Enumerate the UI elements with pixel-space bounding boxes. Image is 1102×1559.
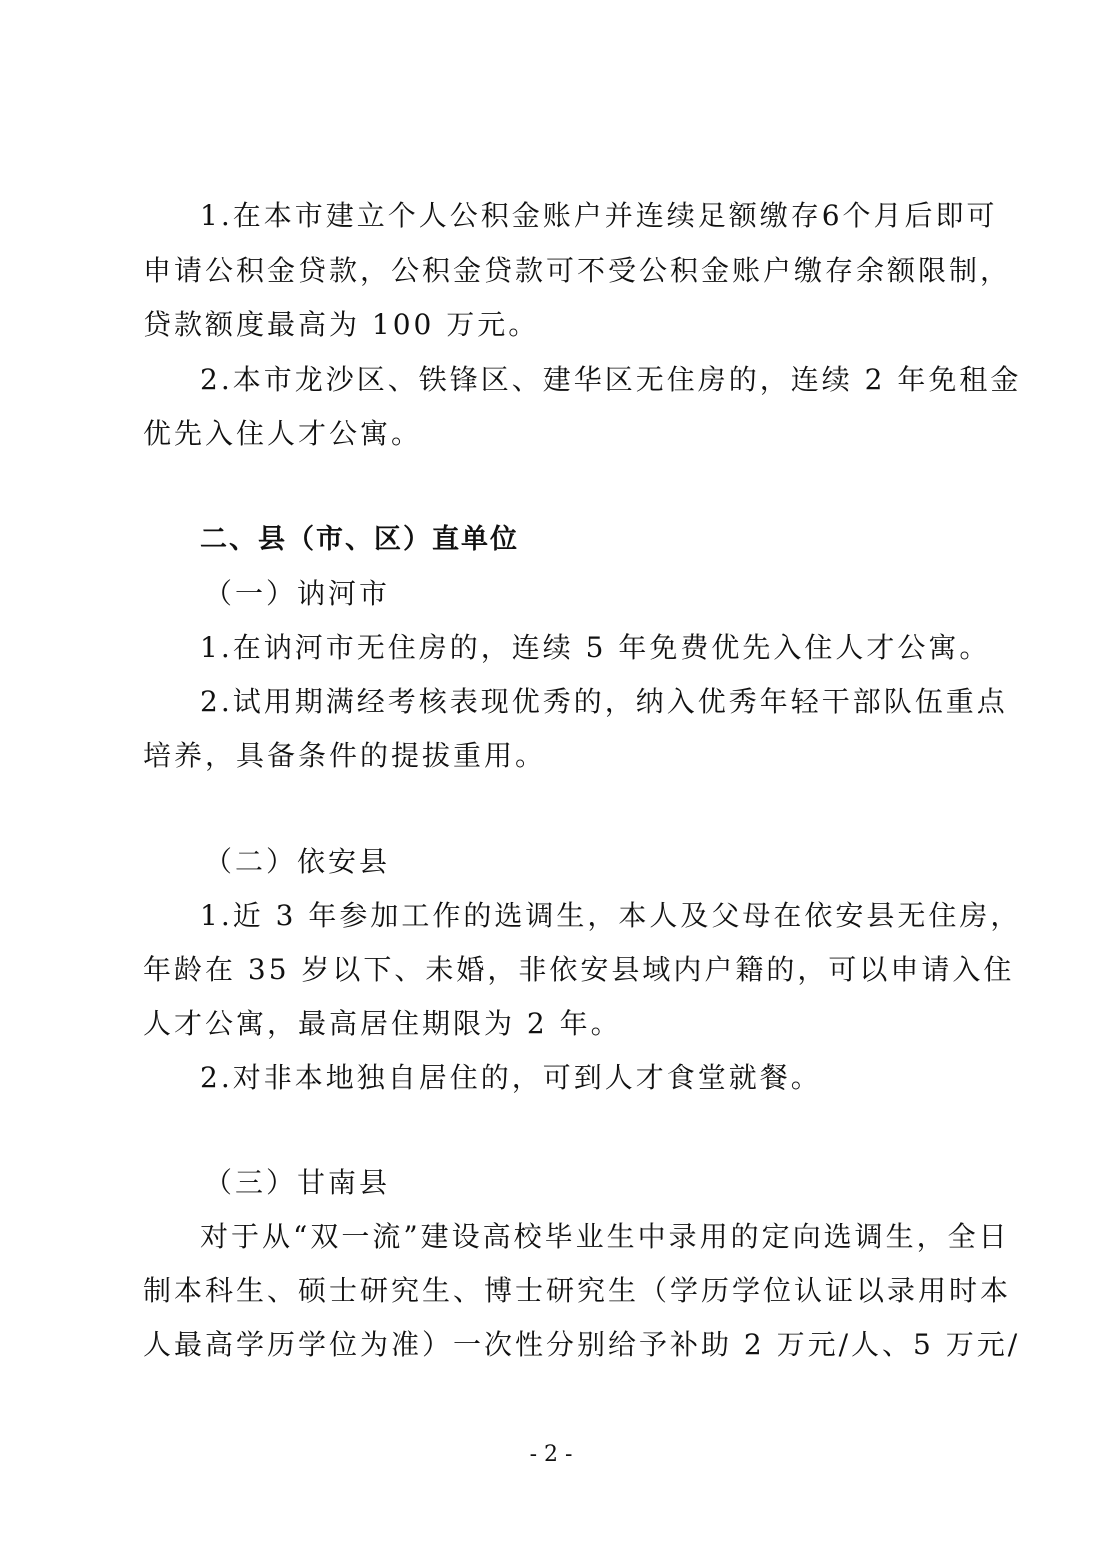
yian-item1-line2: 年龄在 35 岁以下、未婚，非依安县域内户籍的，可以申请入住 [143, 953, 1015, 986]
gannan-para-line2: 制本科生、硕士研究生、博士研究生（学历学位认证以录用时本 [143, 1274, 1012, 1307]
section-title-county-units: 二、县（市、区）直单位 [200, 524, 519, 555]
nehe-item2-line1: 2.试用期满经考核表现优秀的，纳入优秀年轻干部队伍重点 [200, 685, 1008, 718]
housing-fund-item1-line2: 申请公积金贷款，公积金贷款可不受公积金账户缴存余额限制， [143, 254, 1012, 287]
housing-item2-line1: 2.本市龙沙区、铁锋区、建华区无住房的，连续 2 年免租金 [200, 363, 1022, 396]
yian-item1-line1: 1.近 3 年参加工作的选调生，本人及父母在依安县无住房， [200, 899, 1022, 932]
subheading-nehe: （一）讷河市 [204, 577, 391, 610]
yian-item1-line3: 人才公寓，最高居住期限为 2 年。 [143, 1007, 622, 1040]
housing-fund-item1-line3: 贷款额度最高为 100 万元。 [143, 308, 540, 341]
gannan-para-line1: 对于从“双一流”建设高校毕业生中录用的定向选调生，全日 [200, 1220, 1010, 1253]
subheading-yian: （二）依安县 [204, 845, 391, 878]
page-number: - 2 - [529, 1442, 573, 1467]
housing-fund-item1-line1: 1.在本市建立个人公积金账户并连续足额缴存6个月后即可 [200, 199, 998, 232]
housing-item2-line2: 优先入住人才公寓。 [143, 417, 423, 450]
nehe-item2-line2: 培养，具备条件的提拔重用。 [143, 739, 547, 772]
nehe-item1: 1.在讷河市无住房的，连续 5 年免费优先入住人才公寓。 [200, 631, 991, 664]
subheading-gannan: （三）甘南县 [204, 1166, 391, 1199]
gannan-para-line3: 人最高学历学位为准）一次性分别给予补助 2 万元/人、5 万元/ [143, 1328, 1021, 1361]
yian-item2: 2.对非本地独自居住的，可到人才食堂就餐。 [200, 1061, 822, 1094]
